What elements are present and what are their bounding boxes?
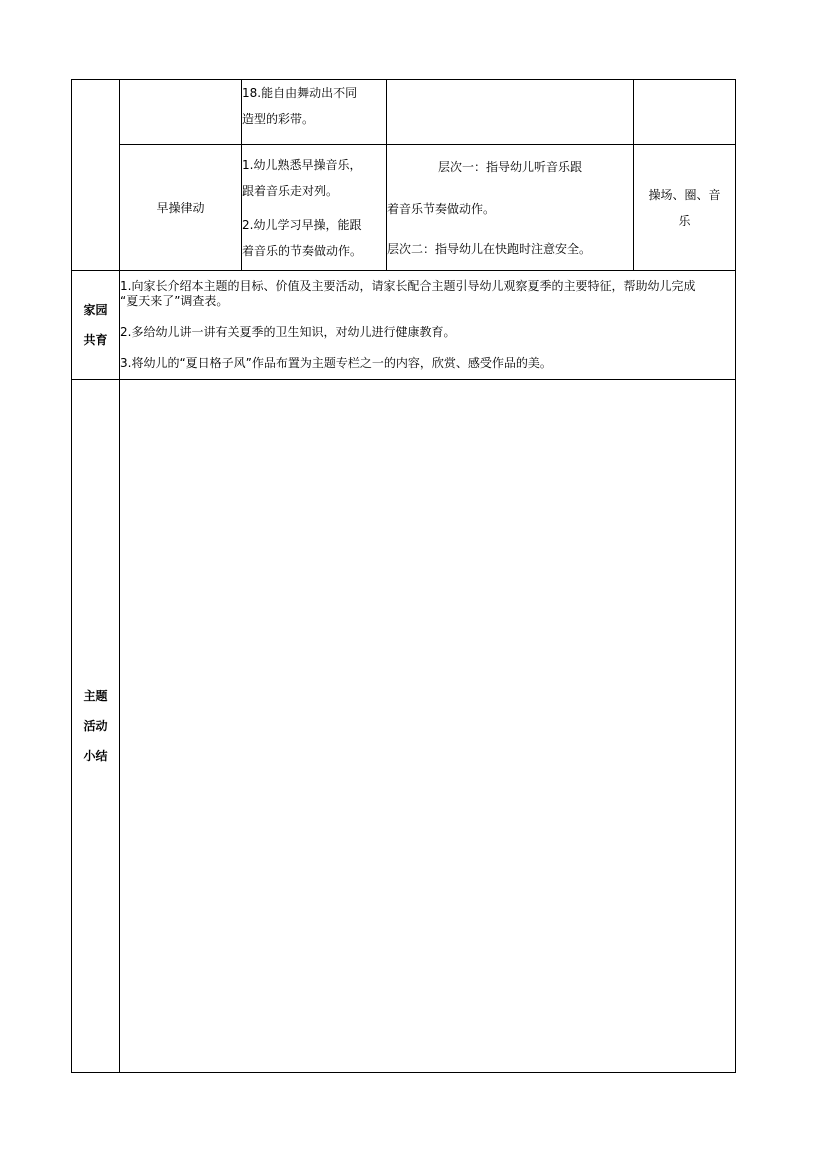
objective-cell [242, 145, 387, 271]
section-label: 家园 [83, 303, 108, 317]
activity-name-cell [120, 145, 242, 271]
objective-line: 着音乐的节奏做动作。 [242, 243, 363, 258]
section-label: 主题 [83, 689, 108, 703]
home-cooperation-content [120, 271, 736, 380]
section-label-cell [72, 380, 120, 1073]
place-line: 操场、圈、音 [648, 187, 721, 202]
place-cell [634, 80, 736, 145]
section-label-cell [72, 80, 120, 271]
table-row-home-cooperation [72, 271, 736, 380]
section-label: 共育 [83, 333, 108, 347]
activity-name: 早操律动 [156, 200, 205, 215]
home-item-2: 2.多给幼儿讲一讲有关夏季的卫生知识，对幼儿进行健康教育。 [120, 325, 456, 339]
summary-content[interactable] [120, 380, 736, 1073]
activity-name-cell [120, 80, 242, 145]
place-line: 乐 [678, 213, 691, 228]
guidance-cell [387, 145, 634, 271]
home-item-1: 1.向家长介绍本主题的目标、价值及主要活动，请家长配合主题引导幼儿观察夏季的主要特征，帮助幼儿完成 [120, 279, 696, 293]
guidance-cell [387, 80, 634, 145]
objective-line: 造型的彩带。 [242, 112, 315, 126]
objective-line: 跟着音乐走对列。 [242, 183, 339, 198]
objective-line: 1.幼儿熟悉早操音乐， [242, 157, 362, 172]
place-cell [634, 145, 736, 271]
objective-line: 2.幼儿学习早操，能跟 [242, 217, 362, 232]
guidance-line: 着音乐节奏做动作。 [387, 201, 496, 216]
objective-cell [242, 80, 387, 145]
section-label-cell [72, 271, 120, 380]
table-row-continuation [72, 80, 736, 145]
theme-plan-table [71, 79, 736, 1073]
home-item-3: 3.将幼儿的“夏日格子风”作品布置为主题专栏之一的内容，欣赏、感受作品的美。 [120, 356, 552, 370]
guidance-line: 层次一：指导幼儿听音乐跟 [437, 159, 582, 174]
table-row-morning-exercise [72, 145, 736, 271]
section-label: 活动 [83, 719, 108, 733]
objective-line: 18.能自由舞动出不同 [242, 86, 358, 100]
guidance-line: 层次二：指导幼儿在快跑时注意安全。 [387, 241, 592, 256]
section-label: 小结 [83, 749, 108, 763]
table-row-summary [72, 380, 736, 1073]
home-item-1-cont: “夏天来了”调查表。 [120, 294, 229, 308]
